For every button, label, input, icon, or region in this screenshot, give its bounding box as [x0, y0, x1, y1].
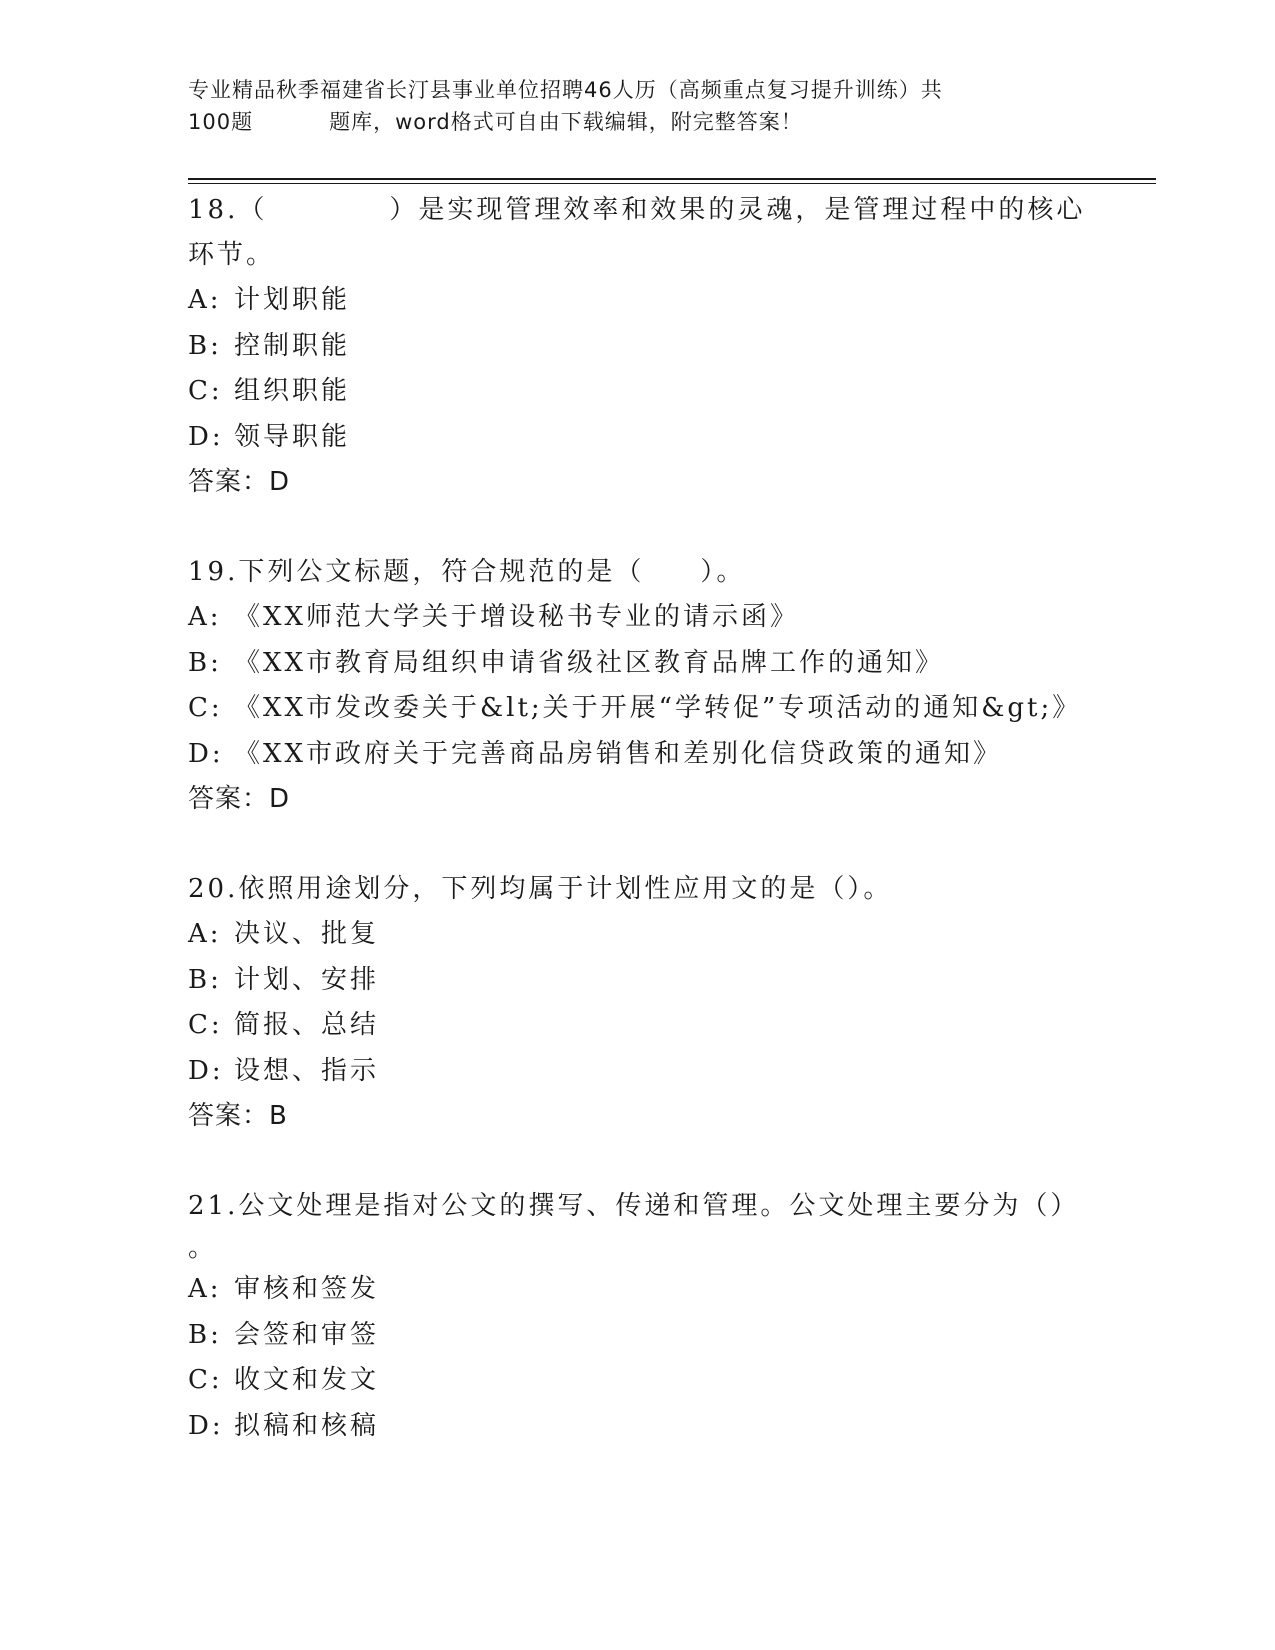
header-title-desc: 题库，word格式可自由下载编辑，附完整答案！ — [329, 110, 803, 134]
option-a: A: 计划职能 — [188, 285, 351, 315]
header-title-count: 100题 — [188, 110, 254, 134]
option-a: A: 决议、批复 — [188, 919, 380, 949]
question-stem: 21.公文处理是指对公文的撰写、传递和管理。公文处理主要分为（） — [188, 1191, 1080, 1221]
question-number: 21. — [188, 1191, 239, 1221]
option-a: A: 《XX师范大学关于增设秘书专业的请示函》 — [188, 602, 800, 632]
question-number: 18. — [188, 195, 239, 225]
answer-line: 答案：D — [188, 784, 291, 814]
option-b: B: 控制职能 — [188, 330, 351, 361]
question-18 — [188, 188, 1088, 505]
answer-line: 答案：B — [188, 1101, 288, 1131]
header-divider-thick — [188, 178, 1156, 180]
question-stem: 20.依照用途划分，下列均属于计划性应用文的是（）。 — [188, 874, 893, 904]
question-list — [188, 188, 1088, 1449]
question-19 — [188, 550, 1088, 822]
answer-line: 答案：D — [188, 467, 291, 497]
option-a: A: 审核和签发 — [188, 1274, 380, 1304]
question-21 — [188, 1184, 1088, 1449]
option-d: D: 领导职能 — [188, 421, 351, 452]
question-stem-continuation: 环节。 — [188, 240, 276, 270]
question-stem: 19.下列公文标题，符合规范的是（ ）。 — [188, 557, 746, 587]
option-c: C: 简报、总结 — [188, 1010, 380, 1040]
question-stem: 18.（ ）是实现管理效率和效果的灵魂，是管理过程中的核心 — [188, 195, 1086, 225]
question-stem-continuation: 。 — [188, 1233, 218, 1263]
question-number: 20. — [188, 874, 239, 904]
option-d: D: 设想、指示 — [188, 1055, 380, 1086]
option-d: D: 《XX市政府关于完善商品房销售和差别化信贷政策的通知》 — [188, 738, 1003, 769]
option-b: B: 《XX市教育局组织申请省级社区教育品牌工作的通知》 — [188, 647, 945, 678]
document-header — [188, 74, 1088, 138]
option-c: C: 《XX市发改委关于&lt;关于开展“学转促”专项活动的通知&gt;》 — [188, 693, 1082, 723]
header-title-line1: 专业精品秋季福建省长汀县事业单位招聘46人历（高频重点复习提升训练）共 — [188, 78, 943, 102]
header-divider-thin — [188, 183, 1156, 184]
question-number: 19. — [188, 557, 239, 587]
option-b: B: 会签和审签 — [188, 1319, 380, 1350]
question-20 — [188, 867, 1088, 1139]
option-c: C: 收文和发文 — [188, 1365, 380, 1395]
option-c: C: 组织职能 — [188, 376, 351, 406]
option-d: D: 拟稿和核稿 — [188, 1410, 380, 1441]
option-b: B: 计划、安排 — [188, 964, 380, 995]
